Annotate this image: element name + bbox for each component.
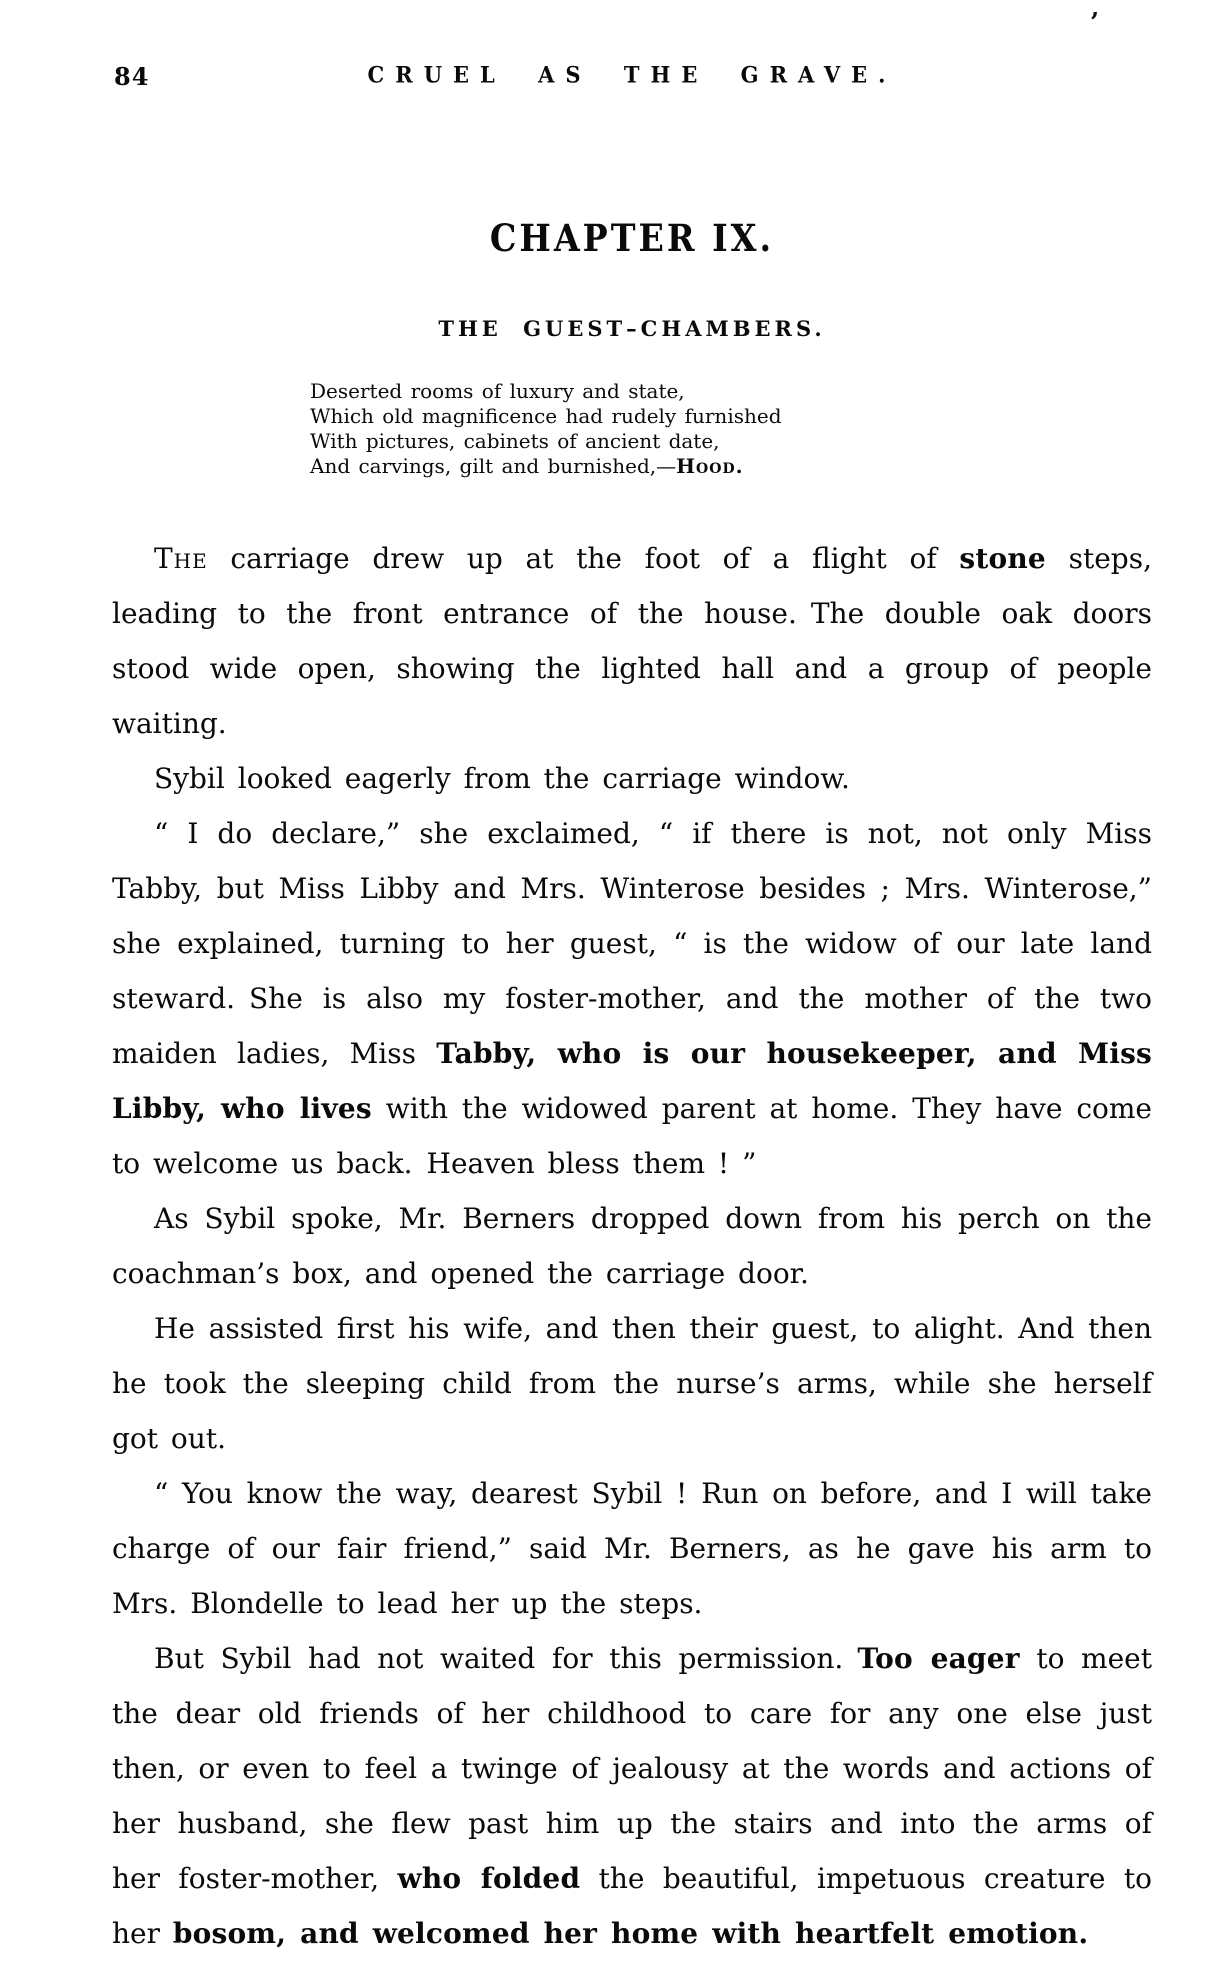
chapter-subtitle: THE GUEST–CHAMBERS.: [438, 316, 826, 341]
scan-speck: ’: [1090, 8, 1100, 38]
paragraph: But Sybil had not waited for this permission. Too eager to meet the dear old friends of her childhood to care for any one else just then, or even to feel a twinge of jealousy at the words and actions of her husband, she flew past him up the stairs and into the arms of her foster-mother, who folded the beautiful, impetuous creature to her bosom, and welcomed her home with heartfelt emotion.: [112, 1642, 1152, 1950]
page-number: 84: [114, 62, 150, 91]
page-header: [112, 62, 1152, 96]
paragraph: He assisted first his wife, and then their guest, to alight. And then he took the sleeping child from the nurse’s arms, while she herself got out.: [112, 1312, 1152, 1455]
paragraph: The carriage drew up at the foot of a flight of stone steps, leading to the front entrance of the house. The double oak doors stood wide open, showing the lighted hall and a group of people waiting.: [112, 542, 1152, 740]
epigraph-line-text: And carvings, gilt and burnished,—: [310, 454, 677, 478]
epigraph-line: Which old magnificence had rudely furnished: [310, 404, 782, 428]
epigraph-line: With pictures, cabinets of ancient date,: [310, 429, 720, 453]
epigraph: [310, 379, 1152, 479]
epigraph-line: [310, 454, 1152, 479]
epigraph-line: Deserted rooms of luxury and state,: [310, 379, 685, 403]
book-page: [112, 0, 1152, 1961]
paragraph: As Sybil spoke, Mr. Berners dropped down from his perch on the coachman’s box, and opened the carriage door.: [112, 1202, 1152, 1290]
chapter-heading: CHAPTER IX.: [489, 216, 775, 260]
paragraph: “ I do declare,” she exclaimed, “ if there is not, not only Miss Tabby, but Miss Libby and Mrs. Winterose besides ; Mrs. Winterose,” she explained, turning to her guest, “ is the widow of our late land steward. She is also my foster-mother, and the mother of the two maiden ladies, Miss Tabby, who is our housekeeper, and Miss Libby, who lives with the widowed parent at home. They have come to welcome us back. Heaven bless them ! ”: [112, 817, 1152, 1180]
paragraph: “ You know the way, dearest Sybil ! Run on before, and I will take charge of our fair friend,” said Mr. Berners, as he gave his arm to Mrs. Blondelle to lead her up the steps.: [112, 1477, 1152, 1620]
chapter-body: [112, 531, 1152, 1961]
paragraph: Sybil looked eagerly from the carriage window.: [154, 762, 850, 795]
epigraph-attribution: Hood.: [676, 454, 744, 478]
running-title: CRUEL AS THE GRAVE.: [367, 61, 897, 88]
